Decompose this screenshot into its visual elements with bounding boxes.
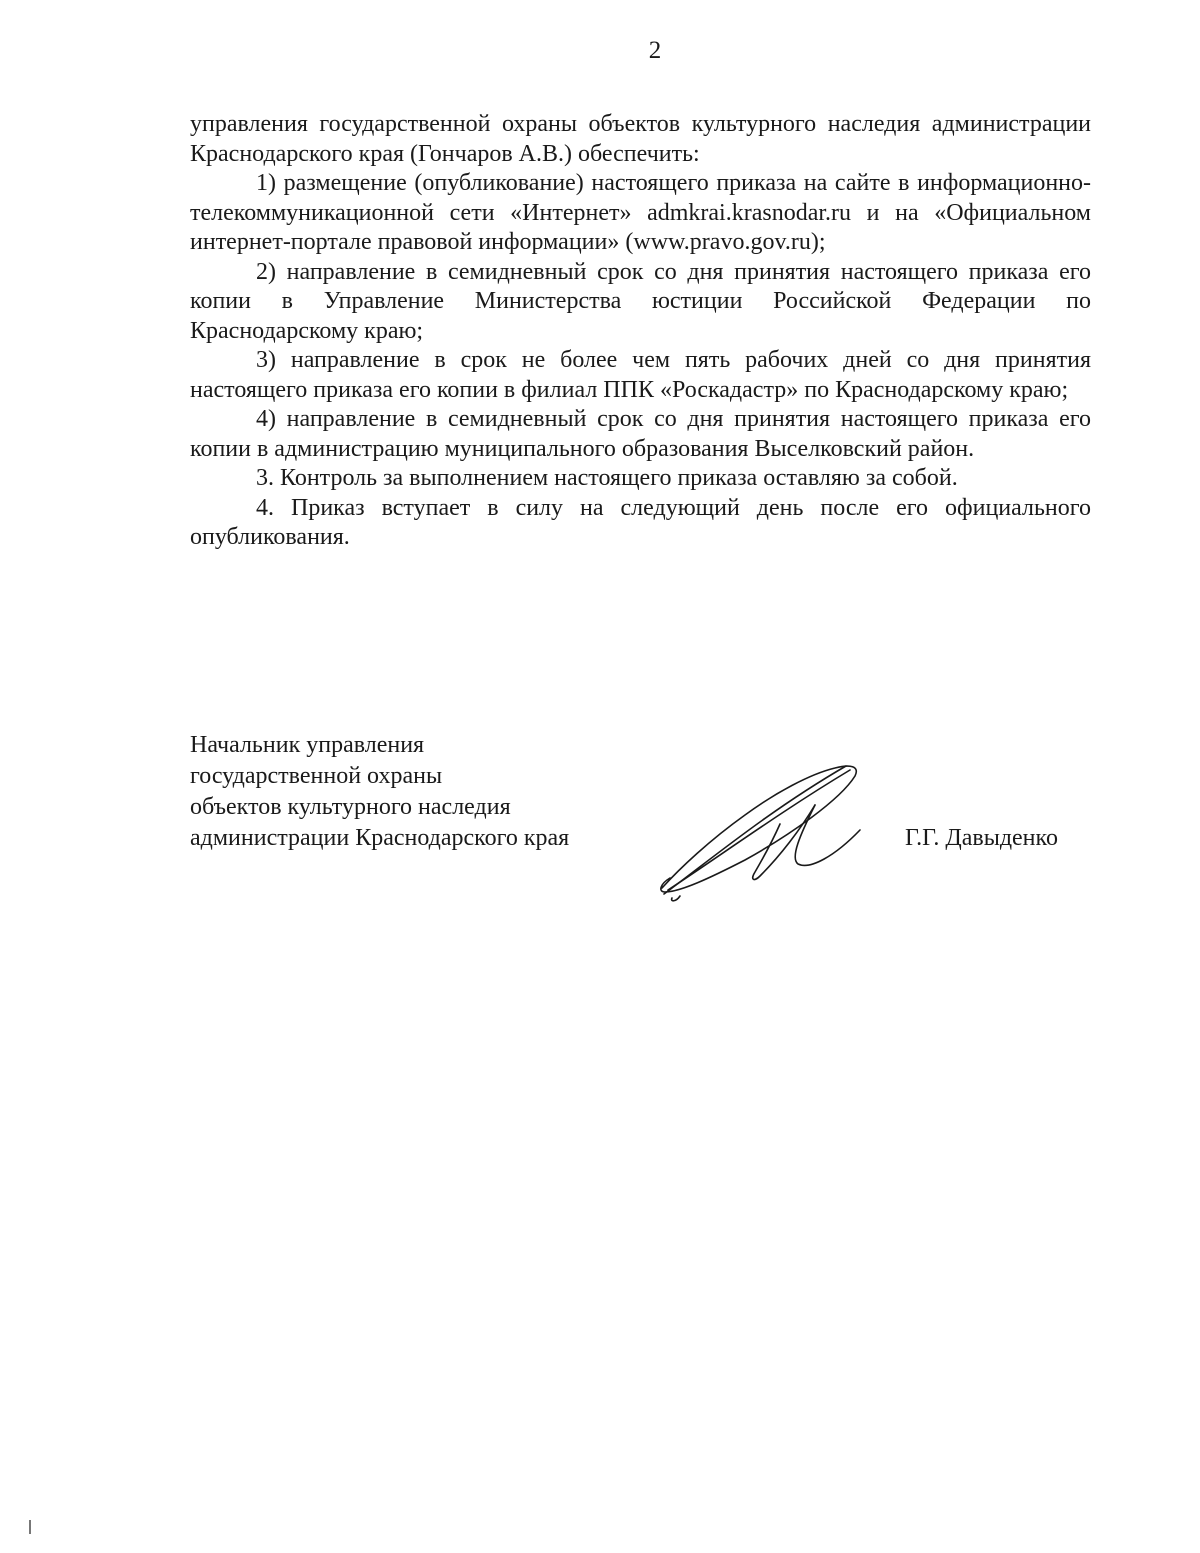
paragraph-item-2: 2) направление в семидневный срок со дня принятия настоящего приказа его копии в Управление Министерства юстиции Российской Федерации по Краснодарскому краю; [190,258,1091,344]
paragraph-item-3: 3) направление в срок не более чем пять рабочих дней со дня принятия настоящего приказа его копии в филиал ППК «Роскадастр» по Краснодарскому краю; [190,347,1091,403]
paragraph-item-4: 4) направление в семидневный срок со дня принятия настоящего приказа его копии в администрацию муниципального образования Выселковский район. [190,406,1091,462]
position-line: администрации Краснодарского края [190,825,570,851]
signer-name: Г.Г. Давыденко [905,825,1058,851]
signature-stroke [753,805,815,879]
paragraph-item-1: 1) размещение (опубликование) настоящего приказа на сайте в информационно-телекоммуникационной сети «Интернет» admkrai.krasnodar.ru и на «Официальном интернет-портале правовой информации» (www.pravo.gov.ru); [190,170,1091,255]
signature-stroke [668,770,850,890]
signature-stroke [795,805,860,865]
paragraph-control: 3. Контроль за выполнением настоящего приказа оставляю за собой. [256,465,958,491]
handwritten-signature [650,760,875,905]
position-line: государственной охраны [190,763,443,789]
document-body [190,110,1091,553]
position-line: Начальник управления [190,732,425,758]
signatory-position [190,730,569,854]
page-number: 2 [648,37,662,64]
paragraph-intro: управления государственной охраны объектов культурного наследия администрации Краснодарского края (Гончаров А.В.) обеспечить: [190,111,1091,167]
signature-stroke [672,896,680,901]
scan-artifact [29,1520,31,1534]
paragraph-effective: 4. Приказ вступает в силу на следующий день после его официального опубликования. [190,494,1091,550]
position-line: объектов культурного наследия [190,794,511,820]
